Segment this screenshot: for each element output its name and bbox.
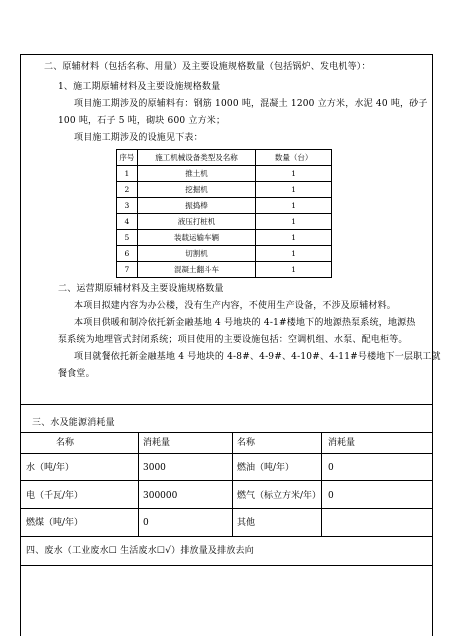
energy-row-gas-name: 燃气（标立方米/年） — [237, 491, 322, 501]
section2-heading: 二、原辅材料（包括名称、用量）及主要设施规格数量（包括锅炉、发电机等）： — [44, 62, 371, 72]
operation-line-2: 本项目供暖和制冷依托新金融基地 4 号地块的 4-1#楼地下的地源热泵系统，地源热 — [74, 318, 416, 328]
energy-table-rule-3 — [20, 480, 433, 481]
col-header-no: 序号 — [117, 150, 138, 166]
row-no: 4 — [117, 214, 138, 230]
col-header-type: 施工机械设备类型及名称 — [137, 150, 255, 166]
frame-right-border — [432, 54, 433, 636]
operation-line-5: 餐食堂。 — [58, 369, 95, 379]
frame-left-border — [20, 54, 21, 636]
row-type: 混凝土翻斗车 — [137, 262, 255, 278]
energy-row-water-value: 3000 — [143, 463, 166, 473]
row-qty: 1 — [256, 262, 332, 278]
operation-title: 二、运营期原辅材料及主要设施规格数量 — [58, 284, 224, 294]
equipment-intro: 项目施工期涉及的设施见下表： — [74, 133, 203, 143]
row-type: 液压打桩机 — [137, 214, 255, 230]
energy-row-fuel-value: 0 — [328, 463, 334, 473]
materials-line-1: 项目施工期涉及的原辅料有：钢筋 1000 吨，混凝土 1200 立方米，水泥 40 吨，砂子 — [74, 99, 428, 109]
row-qty: 1 — [256, 246, 332, 262]
materials-line-2: 100 吨，石子 5 吨，砌块 600 立方米； — [58, 116, 226, 126]
equipment-table-header — [117, 150, 332, 166]
construction-title: 1、施工期原辅材料及主要设施规格数量 — [58, 82, 221, 92]
energy-col-divider-3 — [321, 432, 322, 536]
operation-line-3: 泵系统为地埋管式封闭系统；项目使用的主要设施包括：空调机组、水泵、配电柜等。 — [58, 335, 408, 345]
energy-table-rule-4 — [20, 508, 433, 509]
section4-bottom-rule — [20, 565, 433, 566]
energy-row-gas-value: 0 — [328, 491, 334, 501]
row-no: 3 — [117, 198, 138, 214]
energy-row-coal-name: 燃煤（吨/年） — [26, 518, 84, 528]
energy-row-power-value: 300000 — [143, 491, 178, 501]
energy-row-power-name: 电（千瓦/年） — [26, 491, 84, 501]
table-row — [117, 230, 332, 246]
row-no: 7 — [117, 262, 138, 278]
energy-col-header-name-2: 名称 — [237, 438, 256, 448]
operation-line-1: 本项目拟建内容为办公楼，没有生产内容，不使用生产设备，不涉及原辅材料。 — [74, 301, 397, 311]
energy-table-rule-5 — [20, 536, 433, 537]
section3-top-rule — [20, 404, 433, 405]
table-row — [117, 198, 332, 214]
energy-table-rule-2 — [20, 453, 433, 454]
table-row — [117, 214, 332, 230]
row-type: 振捣棒 — [137, 198, 255, 214]
table-row — [117, 182, 332, 198]
table-row — [117, 262, 332, 278]
energy-row-coal-value: 0 — [143, 518, 149, 528]
energy-col-header-name: 名称 — [56, 438, 75, 448]
energy-row-other-name: 其他 — [237, 518, 256, 528]
row-no: 5 — [117, 230, 138, 246]
row-qty: 1 — [256, 214, 332, 230]
frame-top-border — [20, 54, 433, 55]
section4-heading: 四、废水（工业废水☐ 生活废水☐√）排放量及排放去向 — [26, 546, 254, 556]
row-no: 6 — [117, 246, 138, 262]
row-type: 切割机 — [137, 246, 255, 262]
row-qty: 1 — [256, 182, 332, 198]
equipment-table — [116, 149, 332, 278]
table-row — [117, 166, 332, 182]
energy-row-fuel-name: 燃油（吨/年） — [237, 463, 295, 473]
row-no: 1 — [117, 166, 138, 182]
row-type: 挖掘机 — [137, 182, 255, 198]
section3-heading: 三、水及能源消耗量 — [32, 418, 115, 428]
col-header-qty: 数量（台） — [256, 150, 332, 166]
row-qty: 1 — [256, 230, 332, 246]
energy-col-divider-2 — [232, 432, 233, 536]
energy-table-rule-1 — [20, 432, 433, 433]
operation-line-4: 项目就餐依托新金融基地 4 号地块的 4-8#、4-9#、4-10#、4-11#号楼地下一层职工就 — [74, 352, 441, 362]
row-no: 2 — [117, 182, 138, 198]
energy-row-water-name: 水（吨/年） — [26, 463, 75, 473]
row-qty: 1 — [256, 198, 332, 214]
row-type: 推土机 — [137, 166, 255, 182]
row-qty: 1 — [256, 166, 332, 182]
table-row — [117, 246, 332, 262]
energy-col-header-consumption: 消耗量 — [143, 438, 171, 448]
row-type: 装载运输车辆 — [137, 230, 255, 246]
energy-col-divider-1 — [138, 432, 139, 536]
energy-col-header-consumption-2: 消耗量 — [328, 438, 356, 448]
